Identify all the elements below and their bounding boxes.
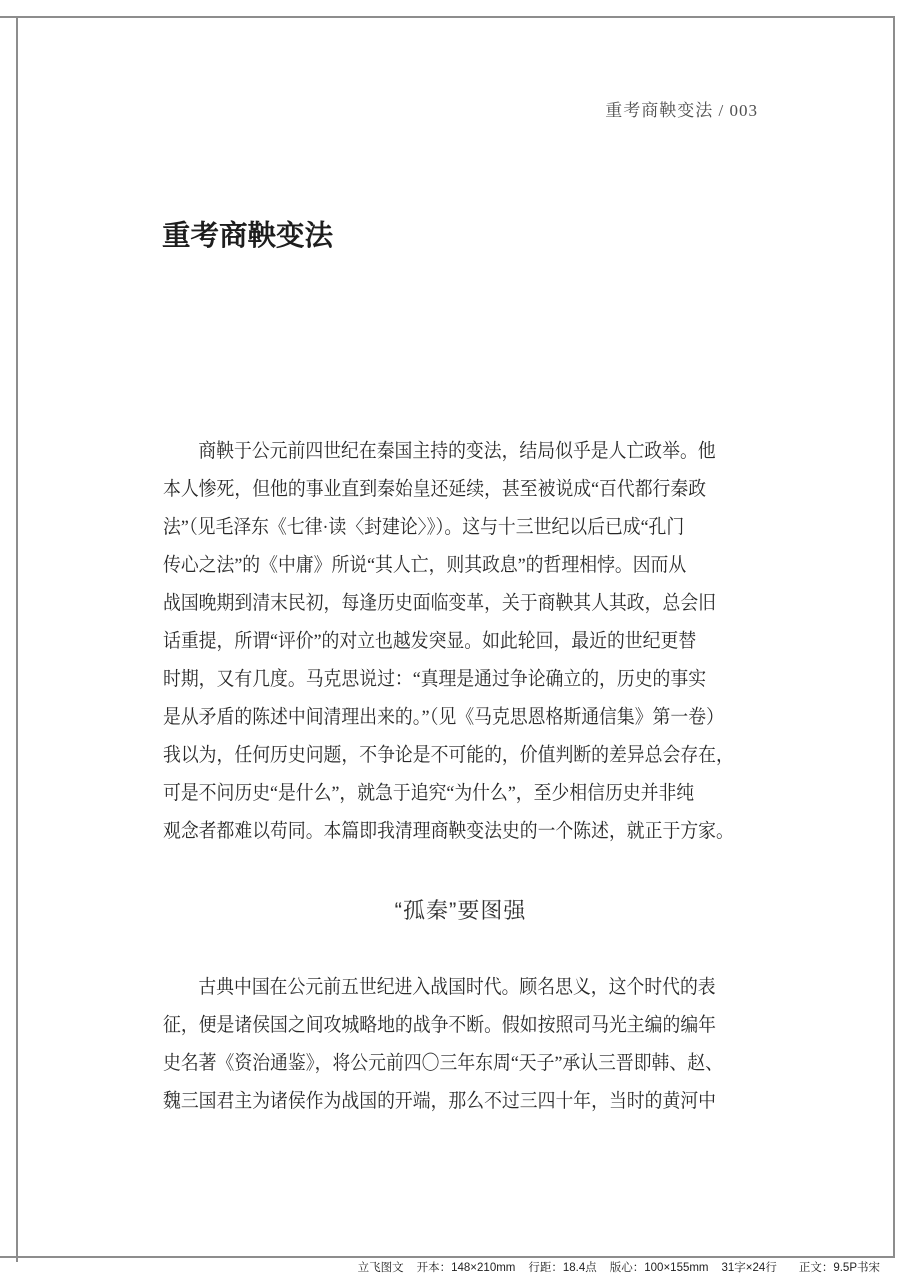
text-line: 商鞅于公元前四世纪在秦国主持的变法，结局似乎是人亡政举。他 <box>198 441 716 462</box>
text-line: 时期，又有几度。马克思说过：“真理是通过争论确立的，历史的事实 <box>163 669 707 690</box>
chapter-title: 重考商鞅变法 <box>162 221 334 252</box>
text-line: 可是不问历史“是什么”，就急于追究“为什么”，至少相信历史并非纯 <box>163 783 695 804</box>
text-line: 法”（见毛泽东《七律·读〈封建论〉》）。这与十三世纪以后已成“孔门 <box>163 517 685 538</box>
body-paragraph-1 <box>163 433 803 851</box>
body-paragraph-2 <box>163 969 803 1121</box>
footer-trim-size: 开本：148×210mm <box>416 1262 516 1274</box>
footer-studio-name: 立飞图文 <box>357 1262 404 1274</box>
text-line: 是从矛盾的陈述中间清理出来的。”（见《马克思恩格斯通信集》第一卷） <box>163 707 724 728</box>
footer-grid: 31字×24行 <box>721 1262 777 1274</box>
running-header: 重考商鞅变法 / 003 <box>605 101 758 120</box>
trim-rule-top <box>0 16 895 18</box>
text-line: 魏三国君主为诸侯作为战国的开端，那么不过三四十年，当时的黄河中 <box>163 1091 716 1112</box>
trim-rule-bottom <box>0 1256 895 1258</box>
text-line: 话重提，所谓“评价”的对立也越发突显。如此轮回，最近的世纪更替 <box>163 631 697 652</box>
footer-specs <box>358 1261 880 1275</box>
text-line: 本人惨死，但他的事业直到秦始皇还延续，甚至被说成“百代都行秦政 <box>163 479 707 500</box>
trim-rule-right <box>893 16 895 1258</box>
text-line: 战国晚期到清末民初，每逢历史面临变革，关于商鞅其人其政，总会旧 <box>163 593 716 614</box>
footer-leading: 行距：18.4点 <box>528 1262 597 1274</box>
text-line: 史名著《资治通鉴》，将公元前四〇三年东周“天子”承认三晋即韩、赵、 <box>163 1053 723 1074</box>
footer-body-font: 正文：9.5P书宋 <box>798 1262 880 1274</box>
text-line: 我以为，任何历史问题，不争论是不可能的，价值判断的差异总会存在， <box>163 745 734 766</box>
text-line: 古典中国在公元前五世纪进入战国时代。顾名思义，这个时代的表 <box>198 977 716 998</box>
footer-type-area: 版心：100×155mm <box>609 1262 709 1274</box>
section-heading: “孤秦”要图强 <box>394 898 527 923</box>
trim-rule-left <box>16 16 18 1262</box>
text-line: 观念者都难以苟同。本篇即我清理商鞅变法史的一个陈述，就正于方家。 <box>163 821 734 842</box>
text-line: 征，便是诸侯国之间攻城略地的战争不断。假如按照司马光主编的编年 <box>163 1015 716 1036</box>
text-line: 传心之法”的《中庸》所说“其人亡，则其政息”的哲理相悖。因而从 <box>163 555 687 576</box>
